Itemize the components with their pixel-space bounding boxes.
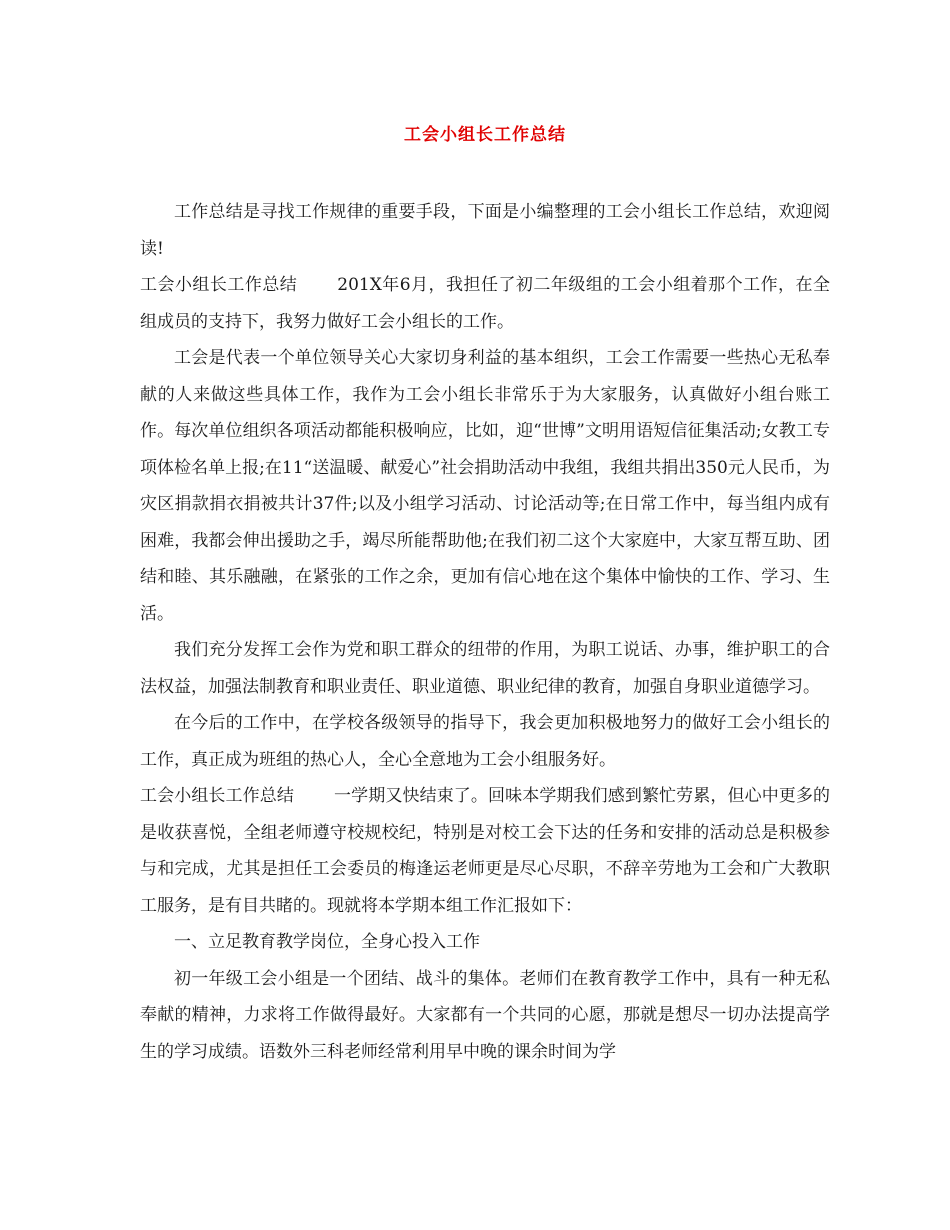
paragraph-text: 我们充分发挥工会作为党和职工群众的纽带的作用，为职工说话、办事，维护职工的合法权益，加强法制教育和职业责任、职业道德、职业纪律的教育，加强自身职业道德学习。: [140, 640, 830, 697]
paragraph: [140, 267, 830, 340]
section-lead: 工会小组长工作总结: [140, 275, 298, 295]
paragraph: [140, 961, 830, 1071]
paragraph-text: 一、立足教育教学岗位，全身心投入工作: [174, 932, 480, 952]
document-body: [140, 194, 830, 1070]
paragraph-text: 201X年6月，我担任了初二年级组的工会小组着那个工作，在全组成员的支持下，我努力做好工会小组长的工作。: [140, 275, 830, 332]
paragraph-text: 工会是代表一个单位领导关心大家切身利益的基本组织，工会工作需要一些热心无私奉献的人来做这些具体工作，我作为工会小组长非常乐于为大家服务，认真做好小组台账工作。每次单位组织各项活动都能积极响应，比如，迎“世博”文明用语短信征集活动;女教工专项体检名单上报;在11“送温暖、献爱心”社会捐助活动中我组，我组共捐出350元人民币，为灾区捐款捐衣捐被共计37件;以及小组学习活动、讨论活动等;在日常工作中，每当组内成有困难，我都会伸出援助之手，竭尽所能帮助他;在我们初二这个大家庭中，大家互帮互助、团结和睦、其乐融融，在紧张的工作之余，更加有信心地在这个集体中愉快的工作、学习、生活。: [140, 348, 830, 624]
paragraph: [140, 194, 830, 267]
paragraph: [140, 778, 830, 924]
paragraph: [140, 340, 830, 632]
paragraph-text: 初一年级工会小组是一个团结、战斗的集体。老师们在教育教学工作中，具有一种无私奉献的精神，力求将工作做得最好。大家都有一个共同的心愿，那就是想尽一切办法提高学生的学习成绩。语数外三科老师经常利用早中晚的课余时间为学: [140, 968, 830, 1062]
paragraph: [140, 632, 830, 705]
paragraph: [140, 705, 830, 778]
paragraph-text: 在今后的工作中，在学校各级领导的指导下，我会更加积极地努力的做好工会小组长的工作，真正成为班组的热心人，全心全意地为工会小组服务好。: [140, 713, 830, 770]
section-lead: 工会小组长工作总结: [140, 786, 294, 806]
paragraph-text: 一学期又快结束了。回味本学期我们感到繁忙劳累，但心中更多的是收获喜悦，全组老师遵守校规校纪，特别是对校工会下达的任务和安排的活动总是积极参与和完成，尤其是担任工会委员的梅逢运老师更是尽心尽职，不辞辛劳地为工会和广大教职工服务，是有目共睹的。现就将本学期本组工作汇报如下：: [140, 786, 831, 916]
paragraph: [140, 924, 830, 961]
paragraph-text: 工作总结是寻找工作规律的重要手段，下面是小编整理的工会小组长工作总结，欢迎阅读!: [140, 202, 830, 259]
document-title: 工会小组长工作总结: [404, 125, 566, 145]
